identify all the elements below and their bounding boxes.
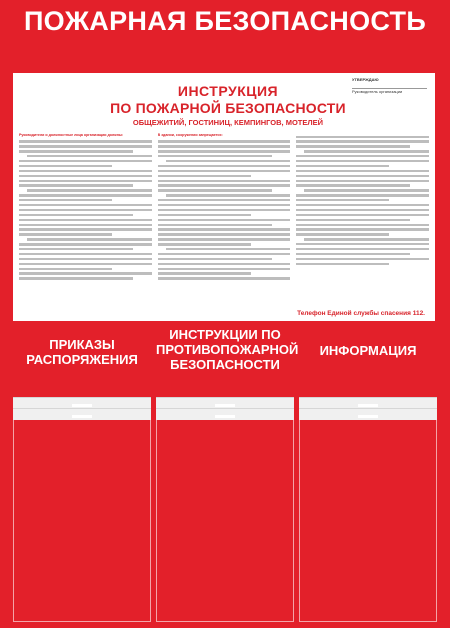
emergency-phone: Телефон Единой службы спасения 112. bbox=[297, 310, 425, 317]
column-2-heading: В здании, сооружении запрещается: bbox=[157, 133, 223, 137]
pocket-instructions[interactable] bbox=[156, 397, 294, 622]
document-column-3 bbox=[296, 133, 429, 317]
document-title bbox=[93, 83, 363, 127]
pocket-label-instructions: ИНСТРУКЦИИ ПО ПРОТИВОПОЖАРНОЙ БЕЗОПАСНОСТИ bbox=[156, 327, 299, 372]
document-body bbox=[19, 133, 429, 317]
pocket-information[interactable] bbox=[299, 397, 437, 622]
approve-role: Руководитель организации bbox=[352, 88, 403, 94]
document-column-2 bbox=[158, 133, 291, 317]
column-1-heading: Руководители и должностные лица организации должны: bbox=[19, 133, 124, 137]
approval-block bbox=[352, 77, 427, 94]
approve-title: УТВЕРЖДАЮ bbox=[352, 77, 379, 82]
document-title-line2: ПО ПОЖАРНОЙ БЕЗОПАСНОСТИ bbox=[110, 100, 346, 116]
pocket-label-information: ИНФОРМАЦИЯ bbox=[319, 343, 417, 358]
instruction-document bbox=[13, 73, 435, 321]
document-column-1 bbox=[19, 133, 152, 317]
pocket-orders[interactable] bbox=[13, 397, 151, 622]
document-title-line3: ОБЩЕЖИТИЙ, ГОСТИНИЦ, КЕМПИНГОВ, МОТЕЛЕЙ bbox=[132, 118, 324, 127]
document-title-line1: ИНСТРУКЦИЯ bbox=[177, 83, 279, 99]
board-title: ПОЖАРНАЯ БЕЗОПАСНОСТЬ bbox=[23, 6, 427, 36]
pocket-label-orders: ПРИКАЗЫ РАСПОРЯЖЕНИЯ bbox=[26, 337, 138, 367]
